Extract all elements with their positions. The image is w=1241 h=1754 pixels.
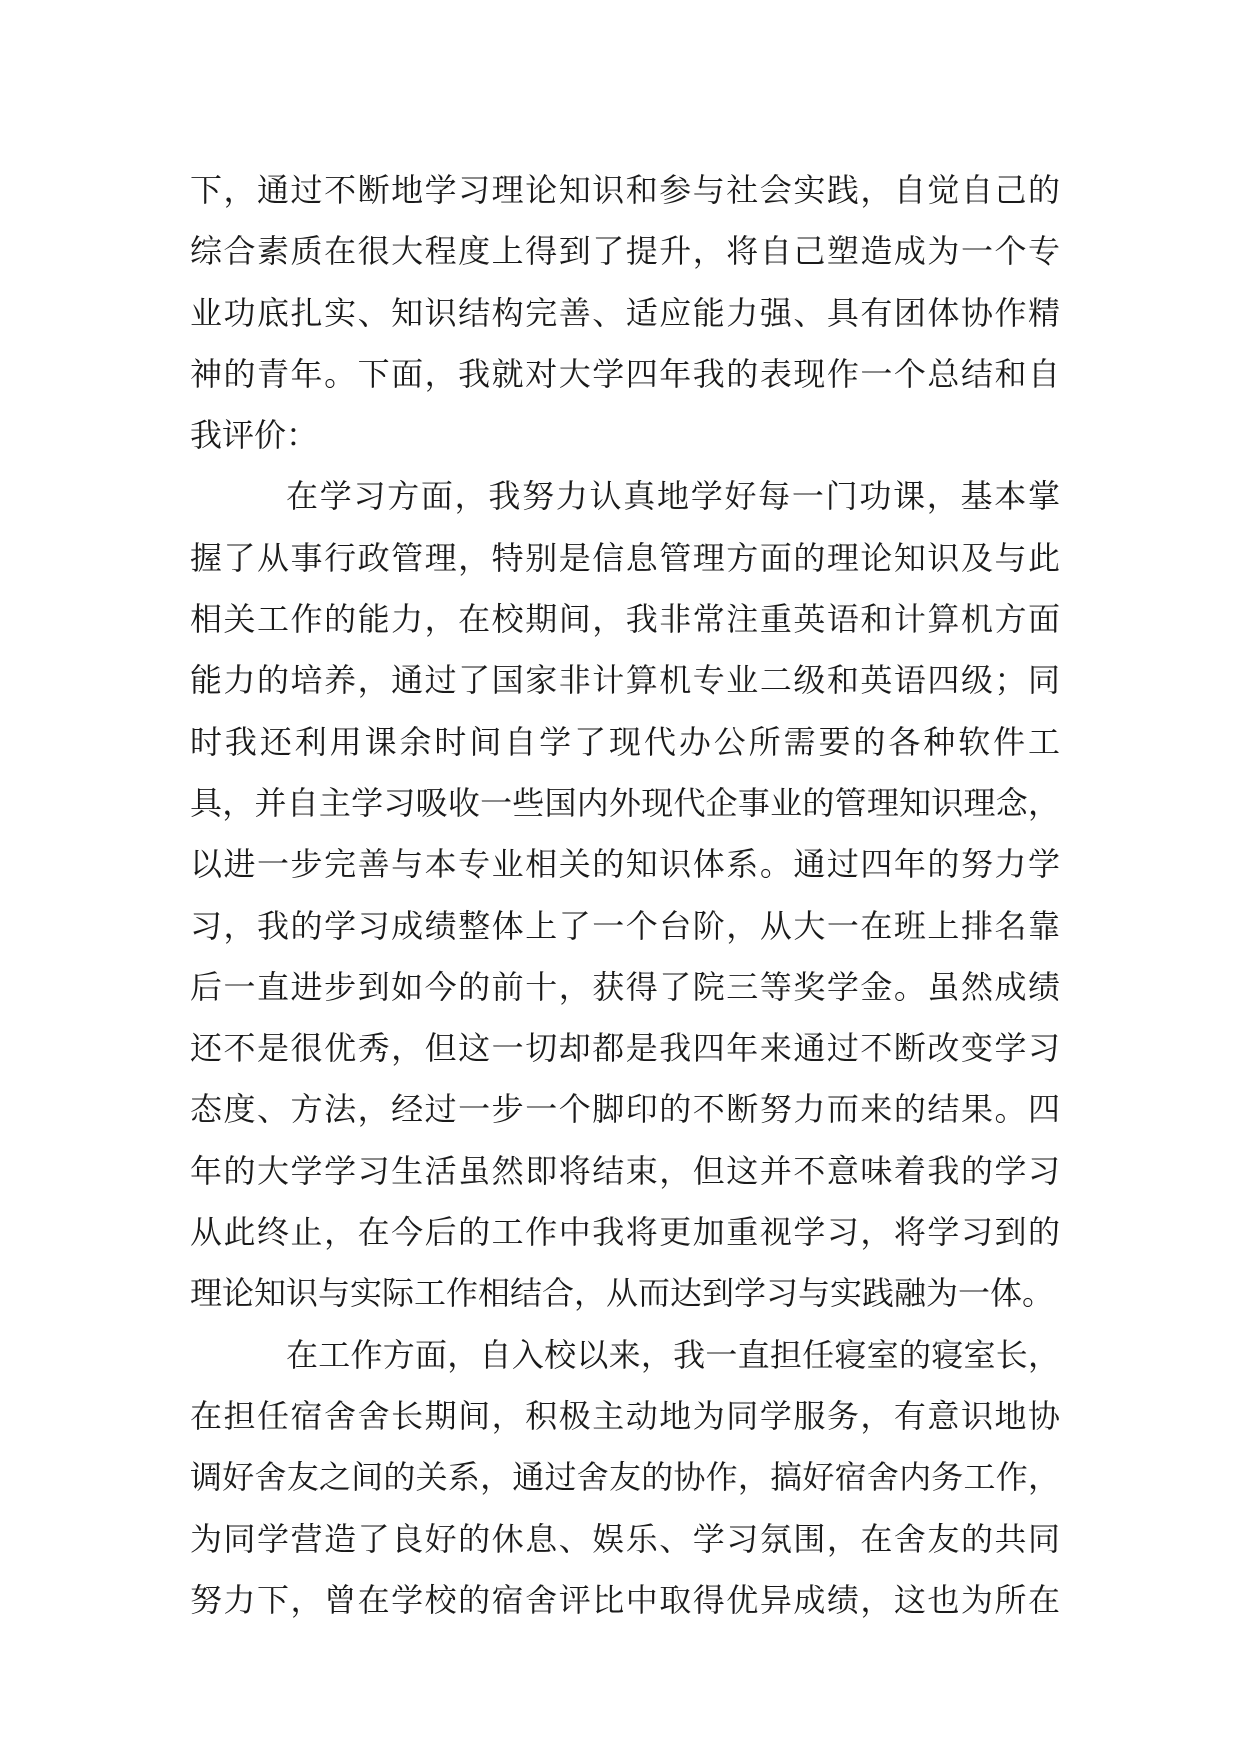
paragraph-work [190,1325,1060,1631]
text-line: 能力的培养，通过了国家非计算机专业二级和英语四级；同 [190,661,1060,700]
text-line: 态度、方法，经过一步一个脚印的不断努力而来的结果。四 [190,1090,1060,1129]
text-line: 年的大学学习生活虽然即将结束，但这并不意味着我的学习 [190,1151,1060,1190]
paragraph-study [190,466,1060,1324]
text-line: 综合素质在很大程度上得到了提升，将自己塑造成为一个专 [190,232,1060,271]
text-line: 调好舍友之间的关系，通过舍友的协作，搞好宿舍内务工作， [190,1458,1060,1497]
text-line: 习，我的学习成绩整体上了一个台阶，从大一在班上排名靠 [190,906,1060,945]
text-line: 握了从事行政管理，特别是信息管理方面的理论知识及与此 [190,538,1060,577]
text-line: 神的青年。下面，我就对大学四年我的表现作一个总结和自 [190,354,1060,393]
text-line: 时我还利用课余时间自学了现代办公所需要的各种软件工 [190,722,1060,761]
document-body [190,160,1060,1631]
text-line: 我评价： [190,416,319,455]
text-line: 以进一步完善与本专业相关的知识体系。通过四年的努力学 [190,845,1060,884]
text-line: 还不是很优秀，但这一切却都是我四年来通过不断改变学习 [190,1029,1060,1068]
text-line: 具，并自主学习吸收一些国内外现代企事业的管理知识理念， [190,783,1060,822]
text-line: 相关工作的能力，在校期间，我非常注重英语和计算机方面 [190,600,1060,639]
text-line: 理论知识与实际工作相结合，从而达到学习与实践融为一体。 [190,1274,1055,1313]
text-line: 在工作方面，自入校以来，我一直担任寝室的寝室长， [286,1335,1060,1374]
text-line: 下，通过不断地学习理论知识和参与社会实践，自觉自己的 [190,171,1060,209]
text-line: 努力下，曾在学校的宿舍评比中取得优异成绩，这也为所在 [190,1580,1060,1619]
text-line: 为同学营造了良好的休息、娱乐、学习氛围，在舍友的共同 [190,1519,1060,1558]
text-line: 从此终止，在今后的工作中我将更加重视学习，将学习到的 [190,1213,1060,1252]
text-line: 业功底扎实、知识结构完善、适应能力强、具有团体协作精 [190,293,1060,332]
text-line: 后一直进步到如今的前十，获得了院三等奖学金。虽然成绩 [190,967,1060,1006]
paragraph-self-evaluation-intro [190,160,1060,466]
text-line: 在学习方面，我努力认真地学好每一门功课，基本掌 [286,477,1060,516]
text-line: 在担任宿舍舍长期间，积极主动地为同学服务，有意识地协 [190,1396,1060,1435]
